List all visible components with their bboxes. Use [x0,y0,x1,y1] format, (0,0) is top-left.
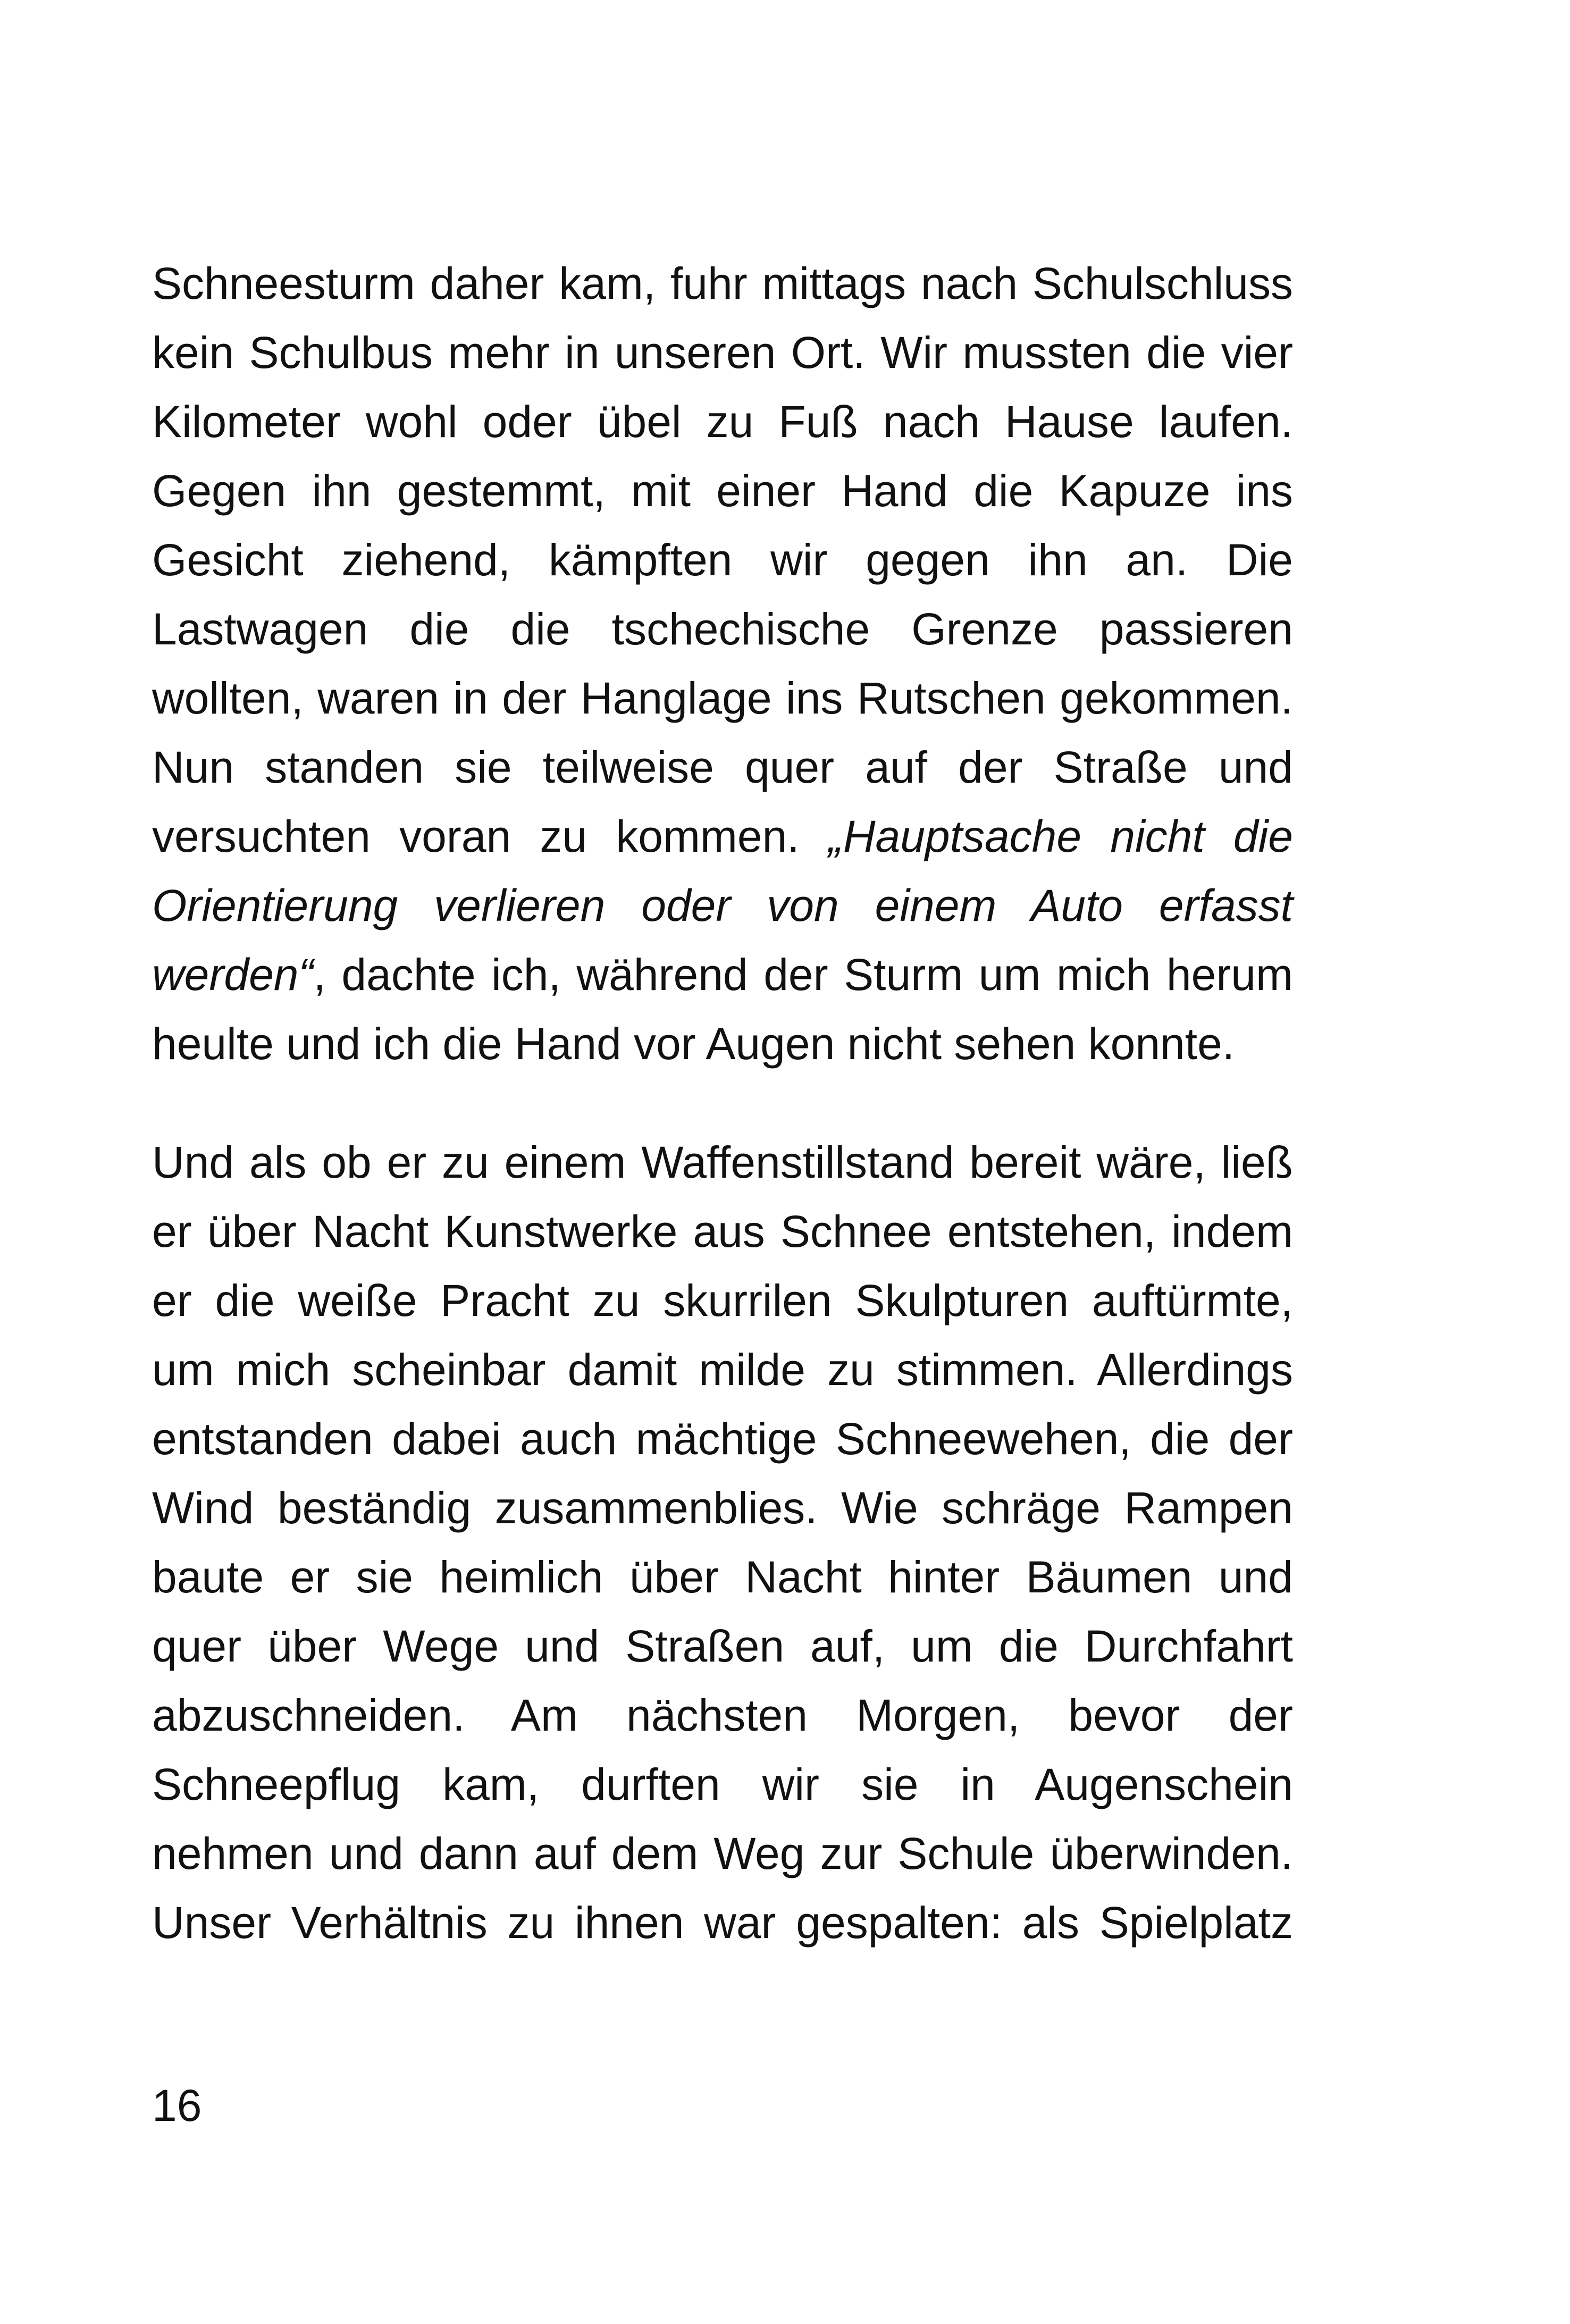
quote-text: werden“ [152,950,314,1000]
text-line: Wind beständig zusammenblies. Wie schräge Rampen [152,1483,1293,1533]
text-line: Nun standen sie teilweise quer auf der Straße und [152,742,1293,792]
text-line: nehmen und dann auf dem Weg zur Schule überwinden. [152,1828,1293,1878]
paragraph-1 [152,249,1293,1078]
text-line: er über Nacht Kunstwerke aus Schnee entstehen, indem [152,1206,1293,1256]
text-run: , dachte ich, während der Sturm um mich herum [313,950,1293,1000]
text-line: Unser Verhältnis zu ihnen war gespalten: als Spielplatz [152,1898,1293,1948]
text-line: um mich scheinbar damit milde zu stimmen. Allerdings [152,1345,1293,1395]
text-line: heulte und ich die Hand vor Augen nicht sehen konnte. [152,1019,1235,1069]
text-line: Lastwagen die die tschechische Grenze passieren [152,604,1293,654]
paragraph-2 [152,1128,1293,1957]
text-line: abzuschneiden. Am nächsten Morgen, bevor der [152,1690,1293,1740]
text-line: Gesicht ziehend, kämpften wir gegen ihn an. Die [152,535,1293,585]
text-line: wollten, waren in der Hanglage ins Rutschen gekommen. [152,673,1293,723]
text-line: Gegen ihn gestemmt, mit einer Hand die Kapuze ins [152,466,1293,516]
text-line: Schneepflug kam, durften wir sie in Augenschein [152,1759,1293,1809]
text-line: Schneesturm daher kam, fuhr mittags nach Schulschluss [152,258,1293,308]
text-line: er die weiße Pracht zu skurrilen Skulpturen auftürmte, [152,1276,1293,1325]
text-line: baute er sie heimlich über Nacht hinter Bäumen und [152,1552,1293,1602]
quote-text: „Hauptsache nicht die [828,811,1293,861]
quote-text: Orientierung verlieren oder von einem Auto erfasst [152,880,1293,930]
page-number: 16 [152,2080,202,2130]
text-line [152,802,1293,871]
text-line: Und als ob er zu einem Waffenstillstand bereit wäre, ließ [152,1137,1293,1187]
text-run: versuchten voran zu kommen. [152,811,828,861]
text-line: kein Schulbus mehr in unseren Ort. Wir mussten die vier [152,328,1293,377]
text-line: quer über Wege und Straßen auf, um die Durchfahrt [152,1621,1293,1671]
text-line [152,871,1293,940]
text-line [152,940,1293,1009]
text-line: entstanden dabei auch mächtige Schneewehen, die der [152,1414,1293,1464]
text-line: Kilometer wohl oder übel zu Fuß nach Hause laufen. [152,397,1293,447]
